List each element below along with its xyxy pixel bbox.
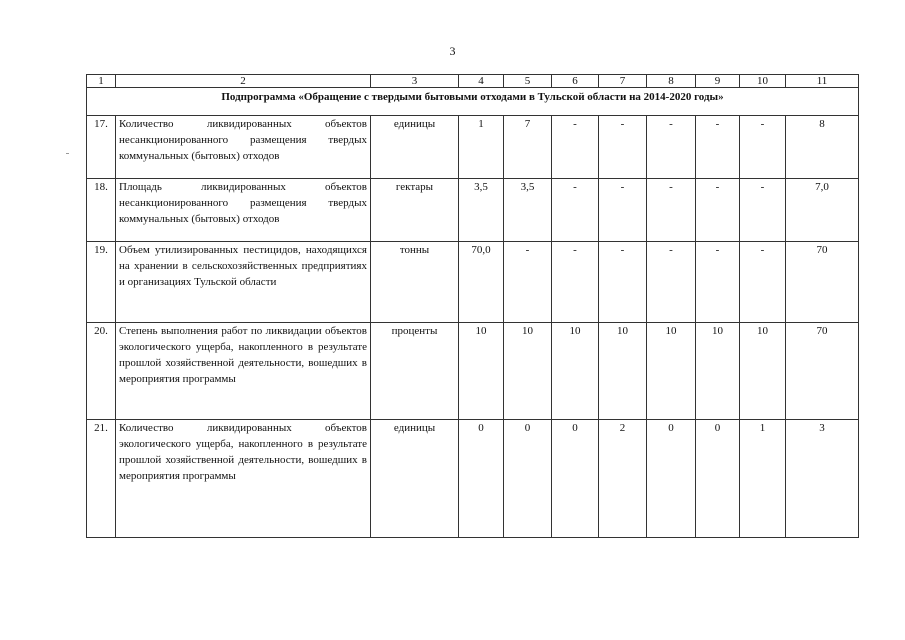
value-cell: - <box>552 116 599 179</box>
value-cell: 70,0 <box>459 242 504 323</box>
indicator-name: Объем утилизированных пестицидов, находящихся на хранении в сельскохозяйственных предприятиях и организациях Тульской области <box>116 242 371 323</box>
value-cell: 10 <box>459 323 504 420</box>
row-number: 21. <box>87 420 116 538</box>
value-cell: - <box>599 179 647 242</box>
col-header: 9 <box>696 75 740 88</box>
value-cell: - <box>552 179 599 242</box>
value-cell: 0 <box>552 420 599 538</box>
col-header: 3 <box>371 75 459 88</box>
value-cell: - <box>647 242 696 323</box>
value-cell: 10 <box>740 323 786 420</box>
value-cell: - <box>647 179 696 242</box>
row-number: 20. <box>87 323 116 420</box>
total-cell: 8 <box>786 116 859 179</box>
row-number: 18. <box>87 179 116 242</box>
col-header: 2 <box>116 75 371 88</box>
unit-cell: единицы <box>371 116 459 179</box>
total-cell: 7,0 <box>786 179 859 242</box>
value-cell: 10 <box>552 323 599 420</box>
value-cell: 10 <box>599 323 647 420</box>
value-cell: - <box>504 242 552 323</box>
total-cell: 70 <box>786 323 859 420</box>
indicator-name: Степень выполнения работ по ликвидации объектов экологического ущерба, накопленного в результате прошлой хозяйственной деятельности, вошедших в мероприятия программы <box>116 323 371 420</box>
value-cell: 0 <box>504 420 552 538</box>
value-cell: - <box>740 242 786 323</box>
value-cell: - <box>696 179 740 242</box>
unit-cell: тонны <box>371 242 459 323</box>
value-cell: - <box>696 242 740 323</box>
table-row <box>87 323 859 420</box>
indicator-name: Количество ликвидированных объектов несанкционированного размещения твердых коммунальных (бытовых) отходов <box>116 116 371 179</box>
value-cell: - <box>740 179 786 242</box>
value-cell: - <box>599 242 647 323</box>
value-cell: 0 <box>647 420 696 538</box>
subprogram-row <box>87 88 859 116</box>
value-cell: 3,5 <box>504 179 552 242</box>
value-cell: - <box>647 116 696 179</box>
col-header: 7 <box>599 75 647 88</box>
table-row <box>87 179 859 242</box>
indicator-name: Количество ликвидированных объектов экологического ущерба, накопленного в результате прошлой хозяйственной деятельности, вошедших в мероприятия программы <box>116 420 371 538</box>
total-cell: 3 <box>786 420 859 538</box>
col-header: 11 <box>786 75 859 88</box>
indicator-name: Площадь ликвидированных объектов несанкционированного размещения твердых коммунальных (бытовых) отходов <box>116 179 371 242</box>
table-row <box>87 420 859 538</box>
subprogram-title: Подпрограмма «Обращение с твердыми бытовыми отходами в Тульской области на 2014-2020 годы» <box>87 88 859 116</box>
indicators-table <box>86 74 859 538</box>
col-header: 4 <box>459 75 504 88</box>
value-cell: - <box>599 116 647 179</box>
column-number-row <box>87 75 859 88</box>
row-number: 19. <box>87 242 116 323</box>
value-cell: 0 <box>459 420 504 538</box>
value-cell: - <box>552 242 599 323</box>
row-number: 17. <box>87 116 116 179</box>
table-row <box>87 242 859 323</box>
unit-cell: единицы <box>371 420 459 538</box>
unit-cell: проценты <box>371 323 459 420</box>
unit-cell: гектары <box>371 179 459 242</box>
value-cell: 10 <box>647 323 696 420</box>
value-cell: 10 <box>504 323 552 420</box>
page-number: 3 <box>449 44 456 58</box>
scan-mark <box>66 153 69 154</box>
col-header: 8 <box>647 75 696 88</box>
value-cell: - <box>740 116 786 179</box>
col-header: 5 <box>504 75 552 88</box>
value-cell: 1 <box>459 116 504 179</box>
col-header: 1 <box>87 75 116 88</box>
value-cell: 0 <box>696 420 740 538</box>
col-header: 6 <box>552 75 599 88</box>
total-cell: 70 <box>786 242 859 323</box>
table-row <box>87 116 859 179</box>
value-cell: 10 <box>696 323 740 420</box>
value-cell: 2 <box>599 420 647 538</box>
value-cell: 7 <box>504 116 552 179</box>
value-cell: 1 <box>740 420 786 538</box>
value-cell: - <box>696 116 740 179</box>
col-header: 10 <box>740 75 786 88</box>
value-cell: 3,5 <box>459 179 504 242</box>
